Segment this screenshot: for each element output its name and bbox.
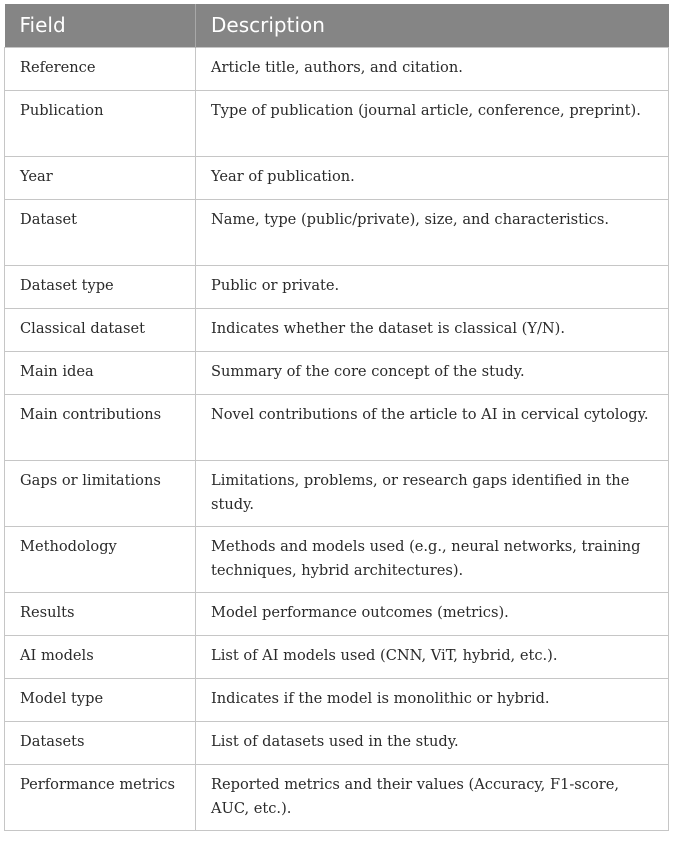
description-cell: Reported metrics and their values (Accuracy, F1-score, AUC, etc.). xyxy=(196,764,669,830)
field-cell: Publication xyxy=(5,90,196,156)
field-cell: Datasets xyxy=(5,721,196,764)
table-body xyxy=(5,47,669,830)
table-row xyxy=(5,721,669,764)
field-cell: Dataset type xyxy=(5,265,196,308)
field-cell: Main contributions xyxy=(5,394,196,460)
description-cell: Methods and models used (e.g., neural networks, training techniques, hybrid architectures). xyxy=(196,526,669,592)
data-extraction-table xyxy=(4,4,669,831)
table-row xyxy=(5,47,669,90)
table-row xyxy=(5,678,669,721)
field-cell: AI models xyxy=(5,635,196,678)
field-cell: Methodology xyxy=(5,526,196,592)
description-cell: Indicates whether the dataset is classical (Y/N). xyxy=(196,308,669,351)
field-cell: Gaps or limitations xyxy=(5,460,196,526)
description-cell: Novel contributions of the article to AI in cervical cytology. xyxy=(196,394,669,460)
description-cell: Type of publication (journal article, conference, preprint). xyxy=(196,90,669,156)
table-row xyxy=(5,635,669,678)
description-cell: Model performance outcomes (metrics). xyxy=(196,592,669,635)
field-cell: Reference xyxy=(5,47,196,90)
table-row xyxy=(5,460,669,526)
description-cell: Year of publication. xyxy=(196,156,669,199)
description-cell: Indicates if the model is monolithic or hybrid. xyxy=(196,678,669,721)
field-cell: Classical dataset xyxy=(5,308,196,351)
table-row xyxy=(5,592,669,635)
table-row xyxy=(5,90,669,156)
field-cell: Results xyxy=(5,592,196,635)
field-cell: Main idea xyxy=(5,351,196,394)
description-cell: List of AI models used (CNN, ViT, hybrid, etc.). xyxy=(196,635,669,678)
field-cell: Dataset xyxy=(5,199,196,265)
table-row xyxy=(5,394,669,460)
table-row xyxy=(5,764,669,830)
table-row xyxy=(5,156,669,199)
description-cell: Article title, authors, and citation. xyxy=(196,47,669,90)
description-cell: Summary of the core concept of the study. xyxy=(196,351,669,394)
field-cell: Performance metrics xyxy=(5,764,196,830)
description-cell: Name, type (public/private), size, and characteristics. xyxy=(196,199,669,265)
table-header xyxy=(5,4,669,47)
field-cell: Model type xyxy=(5,678,196,721)
description-cell: List of datasets used in the study. xyxy=(196,721,669,764)
table-row xyxy=(5,265,669,308)
header-description: Description xyxy=(196,4,669,47)
table-row xyxy=(5,351,669,394)
header-field: Field xyxy=(5,4,196,47)
table-row xyxy=(5,308,669,351)
table-row xyxy=(5,526,669,592)
description-cell: Public or private. xyxy=(196,265,669,308)
description-cell: Limitations, problems, or research gaps identified in the study. xyxy=(196,460,669,526)
header-row xyxy=(5,4,669,47)
table-row xyxy=(5,199,669,265)
field-cell: Year xyxy=(5,156,196,199)
